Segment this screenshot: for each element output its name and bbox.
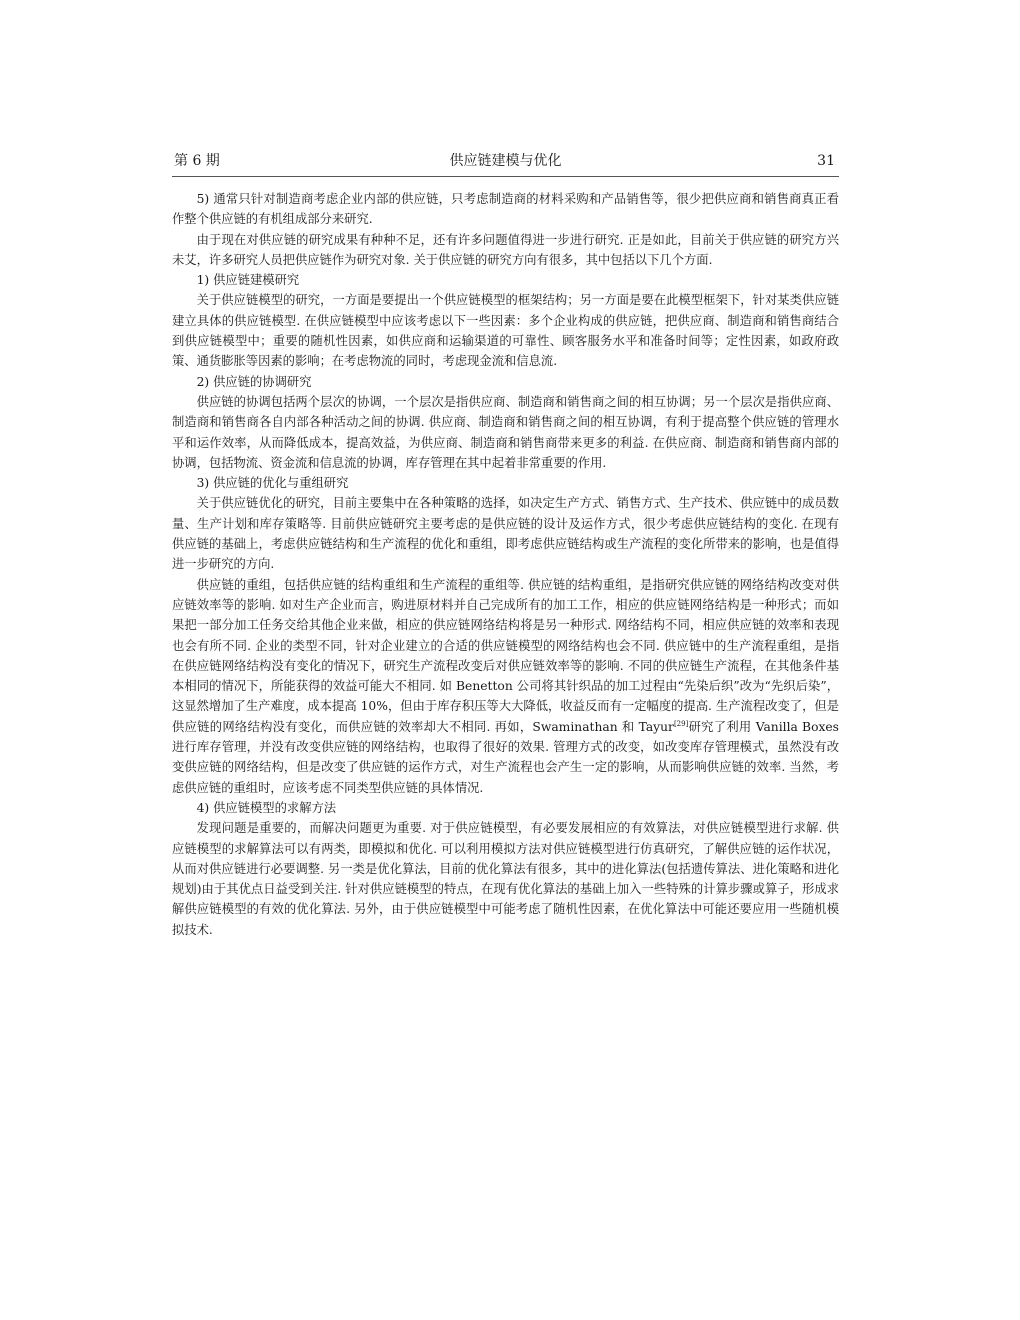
restructuring-text: 供应链的重组，包括供应链的结构重组和生产流程的重组等. 供应链的结构重组，是指研究供应链的网络结构改变对供应链效率等的影响. 如对生产企业而言，购进原材料并自己完成所有的加工工作，相应的供应链网络结构是一种形式；而如果把一部分加工任务交给其他企业来做，相应的供应链网络结构将是另一种形式. 网络结构不同，相应供应链的效率和表现也会有所不同. 企业的类型不同，针对企业建立的合适的供应链模型的网络结构也会不同. 供应链中的生产流程重组，是指在供应链网络结构没有变化的情况下，研究生产流程改变后对供应链效率等的影响. 不同的供应链生产流程，在其他条件基本相同的情况下，所能获得的效益可能大不相同. 如 Benetton 公司将其针织品的加工过程由“先染后织”改为“先织后染”，这显然增加了生产难度，成本提高 10%，但由于库存积压等大大降低，收益反而有一定幅度的提高. 生产流程改变了，但是供应链的网络结构没有变化，而供应链的效率却大不相同. 再如，Swaminathan 和 Tayur [172, 577, 839, 734]
section-heading-coordination: 2) 供应链的协调研究 [196, 374, 312, 389]
journal-page [172, 150, 839, 940]
section-heading-optimization: 3) 供应链的优化与重组研究 [196, 476, 349, 491]
citation-ref[interactable]: [29] [673, 719, 689, 728]
paragraph-optimization: 关于供应链优化的研究，目前主要集中在各种策略的选择，如决定生产方式、销售方式、生产技术、供应链中的成员数量、生产计划和库存策略等. 目前供应链研究主要考虑的是供应链的设计及运作方式，很少考虑供应链结构的变化. 在现有供应链的基础上，考虑供应链结构和生产流程的优化和重组，即考虑供应链结构或生产流程的变化所带来的影响，也是值得进一步研究的方向. [172, 496, 839, 572]
running-title: 供应链建模与优化 [449, 153, 562, 169]
paragraph-item-5: 5) 通常只针对制造商考虑企业内部的供应链，只考虑制造商的材料采购和产品销售等，很少把供应商和销售商真正看作整个供应链的有机组成部分来研究. [172, 192, 839, 227]
paragraph-coordination: 供应链的协调包括两个层次的协调，一个层次是指供应商、制造商和销售商之间的相互协调；另一个层次是指供应商、制造商和销售商各自内部各种活动之间的协调. 供应商、制造商和销售商之间的相互协调，有利于提高整个供应链的管理水平和运作效率，从而降低成本，提高效益，为供应商、制造商和销售商带来更多的利益. 在供应商、制造商和销售商内部的协调，包括物流、资金流和信息流的协调，库存管理在其中起着非常重要的作用. [172, 394, 839, 470]
paragraph-solution: 发现问题是重要的，而解决问题更为重要. 对于供应链模型，有必要发展相应的有效算法，对供应链模型进行求解. 供应链模型的求解算法可以有两类，即模拟和优化. 可以利用模拟方法对供应链模型进行仿真研究，了解供应链的运作状况，从而对供应链进行必要调整. 另一类是优化算法，目前的优化算法有很多，其中的进化算法(包括遗传算法、进化策略和进化规划)由于其优点日益受到关注. 针对供应链模型的特点，在现有优化算法的基础上加入一些特殊的计算步骤或算子，形成求解供应链模型的有效的优化算法. 另外，由于供应链模型中可能考虑了随机性因素，在优化算法中可能还要应用一些随机模拟技术. [172, 821, 839, 937]
running-header [172, 150, 839, 177]
restructuring-text-cont: 研究了利用 Vanilla Boxes 进行库存管理，并没有改变供应链的网络结构，也取得了很好的效果. 管理方式的改变，如改变库存管理模式，虽然没有改变供应链的网络结构，但是改变了供应链的运作方式，对生产流程也会产生一定的影响，从而影响供应链的效率. 当然，考虑供应链的重组时，应该考虑不同类型供应链的具体情况. [172, 719, 839, 795]
paragraph-modeling: 关于供应链模型的研究，一方面是要提出一个供应链模型的框架结构；另一方面是要在此模型框架下，针对某类供应链建立具体的供应链模型. 在供应链模型中应该考虑以下一些因素：多个企业构成的供应链，把供应商、制造商和销售商结合到供应链模型中；重要的随机性因素，如供应商和运输渠道的可靠性、顾客服务水平和准备时间等；定性因素，如政府政策、通货膨胀等因素的影响；在考虑物流的同时，考虑现金流和信息流. [172, 293, 839, 369]
paragraph-restructuring [172, 575, 839, 798]
issue-number: 第 6 期 [174, 153, 220, 169]
section-heading-solution: 4) 供应链模型的求解方法 [196, 800, 337, 815]
section-heading-modeling: 1) 供应链建模研究 [196, 273, 300, 288]
page-number: 31 [817, 153, 835, 169]
paragraph-research-directions: 由于现在对供应链的研究成果有种种不足，还有许多问题值得进一步进行研究. 正是如此，目前关于供应链的研究方兴未艾，许多研究人员把供应链作为研究对象. 关于供应链的研究方向有很多，其中包括以下几个方面. [172, 232, 839, 267]
article-body [172, 189, 839, 940]
